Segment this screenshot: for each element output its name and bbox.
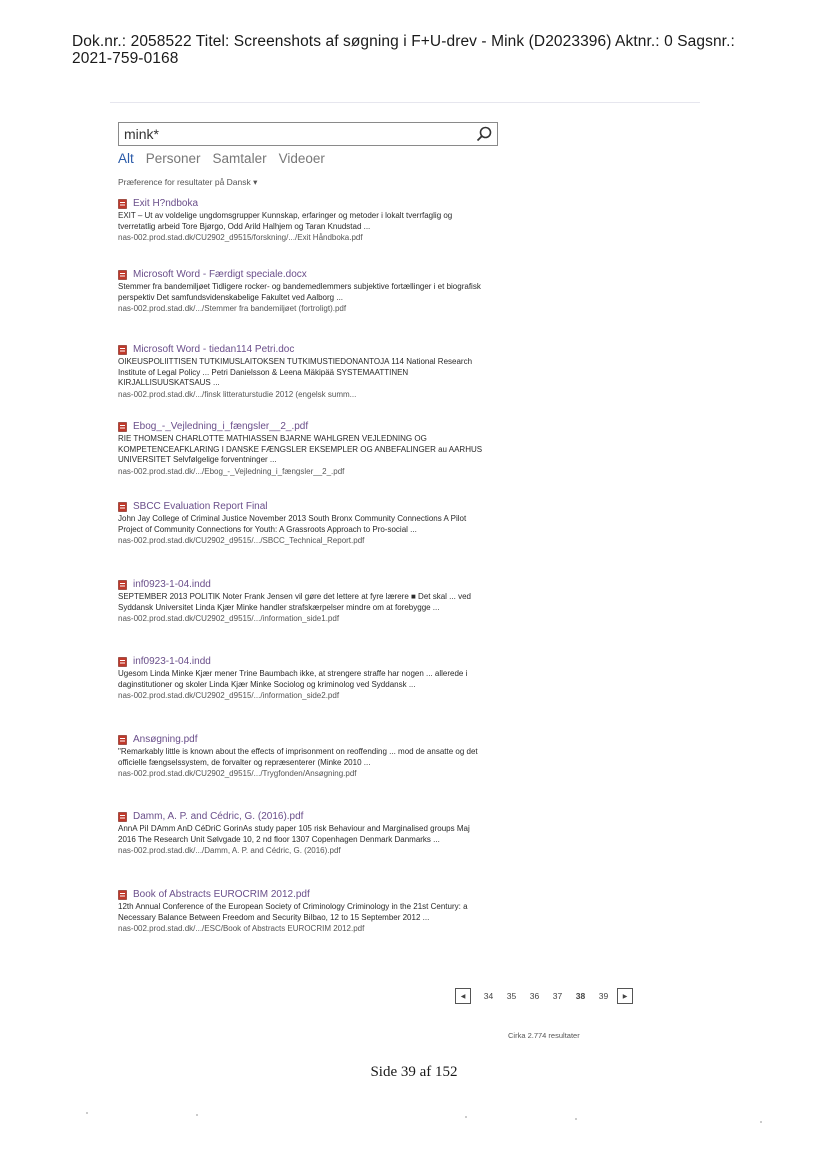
result-snippet: "Remarkably little is known about the effects of imprisonment on reoffending ... mod de ansatte og det officielle fængselssystem, de forvalter og repræsenterer (Minke 2010 ... <box>118 747 478 767</box>
search-tabs <box>118 151 337 166</box>
result-title-row[interactable] <box>118 733 488 746</box>
file-icon <box>118 580 127 590</box>
file-icon <box>118 270 127 280</box>
result-url[interactable]: nas-002.prod.stad.dk/CU2902_d9515/.../information_side2.pdf <box>118 691 340 700</box>
divider <box>110 102 700 103</box>
result-title[interactable]: inf0923-1-04.indd <box>133 579 211 590</box>
scan-speck <box>86 1112 88 1114</box>
result-title[interactable]: SBCC Evaluation Report Final <box>133 501 268 512</box>
search-result <box>118 655 488 700</box>
current-page[interactable]: 38 <box>575 991 586 1001</box>
pagination <box>455 988 633 1004</box>
header-line-1: Dok.nr.: 2058522 Titel: Screenshots af søgning i F+U-drev - Mink (D2023396) Aktnr.: 0 Sagsnr.: <box>72 33 735 50</box>
result-title[interactable]: Book of Abstracts EUROCRIM 2012.pdf <box>133 889 310 900</box>
search-result <box>118 420 488 476</box>
page-link[interactable]: 39 <box>598 991 609 1001</box>
file-icon <box>118 657 127 667</box>
file-icon <box>118 345 127 355</box>
result-snippet: Ugesom Linda Minke Kjær mener Trine Baumbach ikke, at strengere straffe har nogen ... allerede i daginstitutioner og skoler Linda Kjær Minke Sociolog og kriminolog ved Syddansk ... <box>118 669 468 689</box>
page-link[interactable]: 37 <box>552 991 563 1001</box>
page-link[interactable]: 36 <box>529 991 540 1001</box>
result-title-row[interactable] <box>118 578 488 591</box>
scan-speck <box>760 1121 762 1123</box>
result-snippet: 12th Annual Conference of the European Society of Criminology Criminology in the 21st Century: a Necessary Balance Between Freedom and Security Bilbao, 12 to 15 September 2012 ... <box>118 902 468 922</box>
result-title-row[interactable] <box>118 810 488 823</box>
tab-all[interactable]: Alt <box>118 151 134 166</box>
result-url[interactable]: nas-002.prod.stad.dk/CU2902_d9515/.../SBCC_Technical_Report.pdf <box>118 536 365 545</box>
result-snippet: SEPTEMBER 2013 POLITIK Noter Frank Jensen vil gøre det lettere at fyre lærere ■ Det skal ... ved Syddansk Universitet Linda Kjær Minke handler strafskærpelser mindre om at forebygge ... <box>118 592 471 612</box>
search-icon[interactable] <box>475 125 493 143</box>
file-icon <box>118 890 127 900</box>
result-title-row[interactable] <box>118 197 488 210</box>
document-header <box>72 33 792 67</box>
result-url[interactable]: nas-002.prod.stad.dk/.../Damm, A. P. and Cédric, G. (2016).pdf <box>118 846 341 855</box>
tab-videos[interactable]: Videoer <box>278 151 325 166</box>
page-link[interactable]: 34 <box>483 991 494 1001</box>
search-result <box>118 810 488 855</box>
prev-page-button[interactable]: ◀ <box>455 988 471 1004</box>
next-page-button[interactable]: ▶ <box>617 988 633 1004</box>
page-link[interactable]: 35 <box>506 991 517 1001</box>
result-title[interactable]: Exit H?ndboka <box>133 198 199 209</box>
file-icon <box>118 502 127 512</box>
file-icon <box>118 422 127 432</box>
search-result <box>118 197 488 242</box>
result-snippet: AnnA PiI DAmm AnD CéDriC GorinAs study paper 105 risk Behaviour and Marginalised groups Maj 2016 The Research Unit Sølvgade 10, 2 nd floor 1307 Copenhagen Denmark Danmarks ... <box>118 824 470 844</box>
result-title[interactable]: Damm, A. P. and Cédric, G. (2016).pdf <box>133 811 304 822</box>
result-title[interactable]: Microsoft Word - Færdigt speciale.docx <box>133 269 307 280</box>
result-url[interactable]: nas-002.prod.stad.dk/.../finsk litteraturstudie 2012 (engelsk summ... <box>118 389 357 399</box>
search-result <box>118 343 488 399</box>
result-title-row[interactable] <box>118 343 488 356</box>
result-url[interactable]: nas-002.prod.stad.dk/.../ESC/Book of Abstracts EUROCRIM 2012.pdf <box>118 924 365 933</box>
scan-speck <box>465 1116 467 1118</box>
file-icon <box>118 199 127 209</box>
header-line-2: 2021-759-0168 <box>72 50 179 67</box>
search-result <box>118 500 488 545</box>
result-url[interactable]: nas-002.prod.stad.dk/.../Ebog_-_Vejledning_i_fængsler__2_.pdf <box>118 466 345 476</box>
result-url[interactable]: nas-002.prod.stad.dk/.../Stemmer fra bandemiljøet (fortroligt).pdf <box>118 304 347 313</box>
result-snippet: EXIT – Ut av voldelige ungdomsgrupper Kunnskap, erfaringer og metoder i lokalt tverrfaglig og tverretatlig arbeid Tore Bjørgo, Odd Arild Halhjem og Taran Knudstad ... <box>118 211 453 231</box>
result-url[interactable]: nas-002.prod.stad.dk/CU2902_d9515/.../Trygfonden/Ansøgning.pdf <box>118 769 357 778</box>
scan-speck <box>196 1114 198 1116</box>
result-title[interactable]: Ansøgning.pdf <box>133 734 198 745</box>
search-result <box>118 733 488 778</box>
result-count: Cirka 2.774 resultater <box>508 1031 580 1040</box>
file-icon <box>118 812 127 822</box>
result-snippet: OIKEUSPOLIITTISEN TUTKIMUSLAITOKSEN TUTKIMUSTIEDONANTOJA 114 National Research Institute of Legal Policy ... Petri Danielsson & Leena Mäkipää SYSTEMAATTINEN KIRJALLISUUSKATSAUS ... <box>118 357 473 387</box>
result-title-row[interactable] <box>118 420 488 433</box>
result-url[interactable]: nas-002.prod.stad.dk/CU2902_d9515/.../information_side1.pdf <box>118 614 340 623</box>
search-result <box>118 888 488 933</box>
search-input[interactable] <box>118 122 498 146</box>
result-snippet: Stemmer fra bandemiljøet Tidligere rocker- og bandemedlemmers subjektive fortællinger i et biografisk perspektiv Det samfundsvidenskabelige Fakultet ved Aalborg ... <box>118 282 481 302</box>
result-title-row[interactable] <box>118 655 488 668</box>
result-title-row[interactable] <box>118 500 488 513</box>
result-snippet: RIE THOMSEN CHARLOTTE MATHIASSEN BJARNE WAHLGREN VEJLEDNING OG KOMPETENCEAFKLARING I DANSKE FÆNGSLER EKSEMPLER OG ANBEFALINGER au AARHUS UNIVERSITET Selvfølgelige forventninger ... <box>118 434 483 464</box>
file-icon <box>118 735 127 745</box>
result-title-row[interactable] <box>118 268 488 281</box>
result-url[interactable]: nas-002.prod.stad.dk/CU2902_d9515/forskning/.../Exit Håndboka.pdf <box>118 233 363 242</box>
result-snippet: John Jay College of Criminal Justice November 2013 South Bronx Community Connections A Pilot Project of Community Connections for Youth: A Grassroots Approach to Pro-social ... <box>118 514 467 534</box>
result-title[interactable]: inf0923-1-04.indd <box>133 656 211 667</box>
search-query[interactable]: mink* <box>124 126 160 142</box>
result-title[interactable]: Microsoft Word - tiedan114 Petri.doc <box>133 344 295 355</box>
tab-people[interactable]: Personer <box>145 151 201 166</box>
result-title-row[interactable] <box>118 888 488 901</box>
page-number: Side 39 af 152 <box>370 1064 458 1080</box>
tab-conversations[interactable]: Samtaler <box>212 151 267 166</box>
scan-speck <box>575 1118 577 1120</box>
search-result <box>118 578 488 623</box>
language-preference[interactable]: Præference for resultater på Dansk ▾ <box>118 177 258 187</box>
result-title[interactable]: Ebog_-_Vejledning_i_fængsler__2_.pdf <box>133 421 309 432</box>
search-result <box>118 268 488 313</box>
